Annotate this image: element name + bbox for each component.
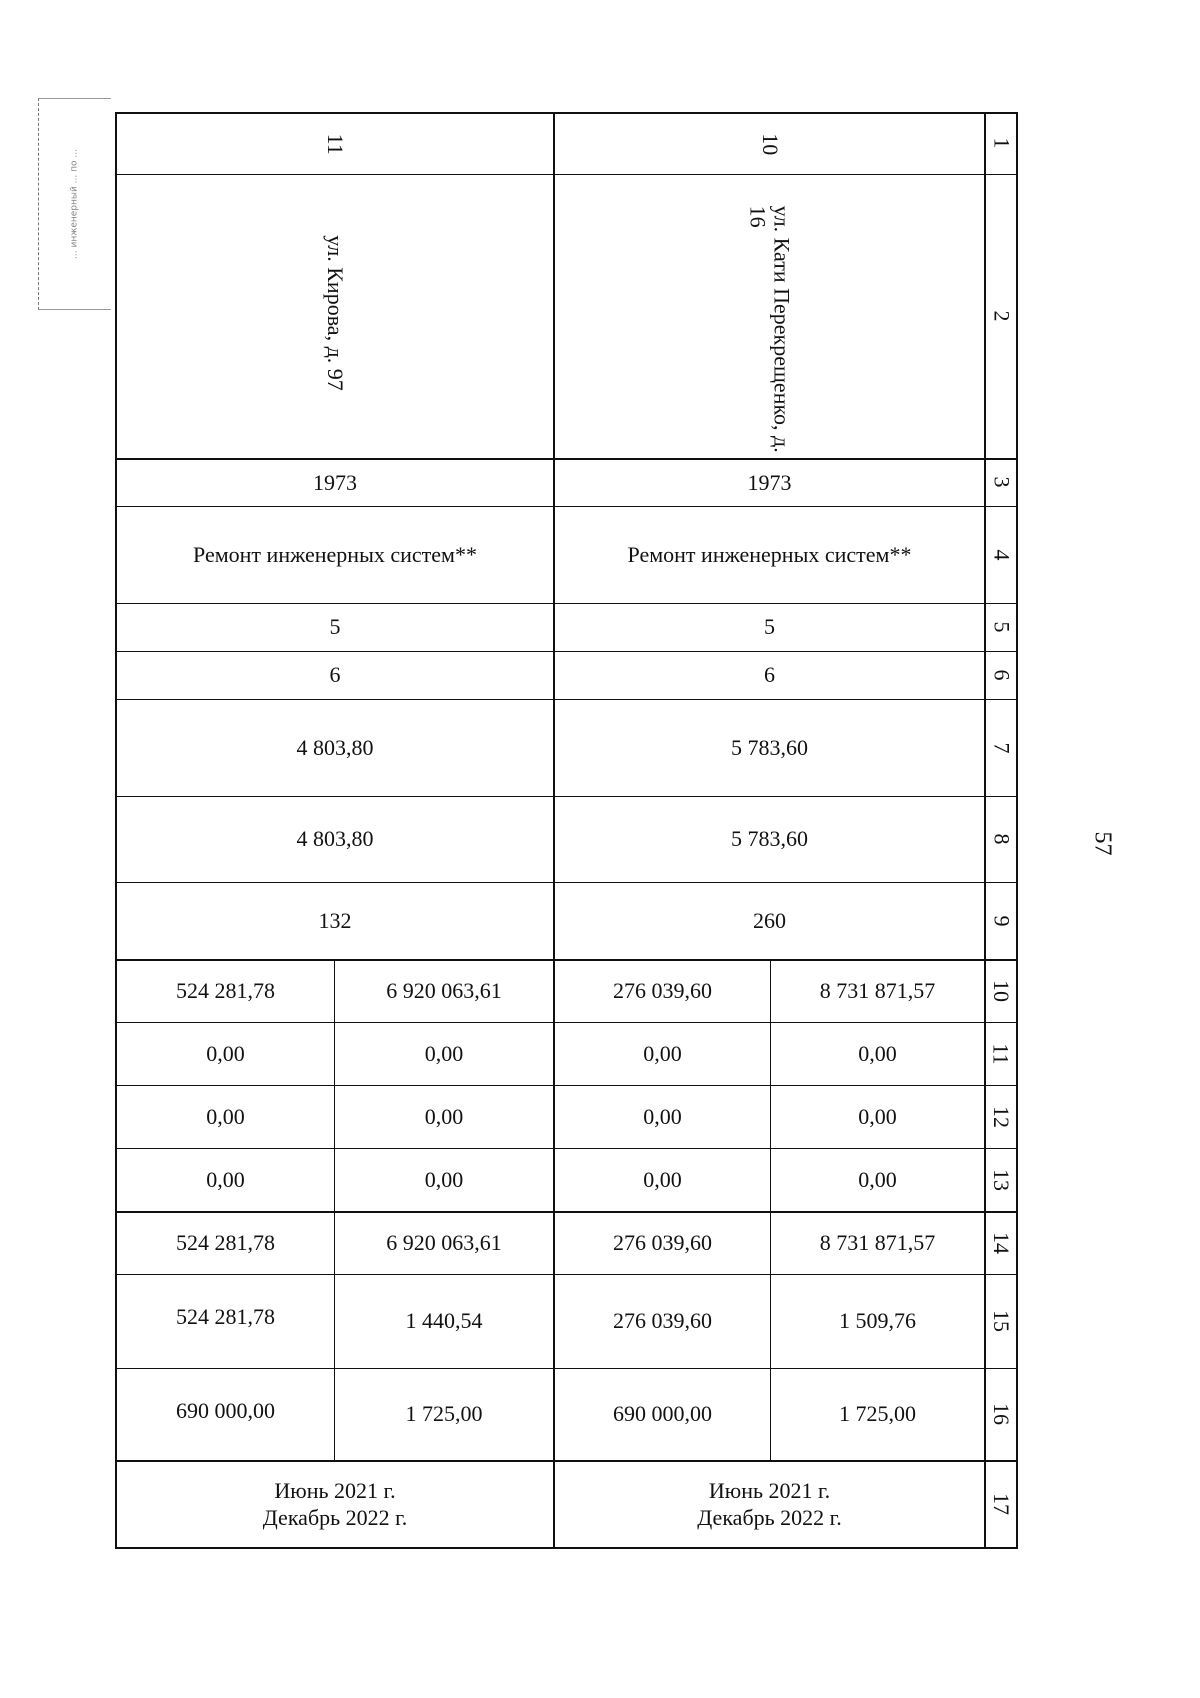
row-number-2: 2 — [989, 310, 1014, 322]
table-cell: 0,00 — [206, 1166, 245, 1192]
address-line-1: ул. Кати Перекрещенко, д. — [770, 205, 796, 453]
period-start: Июнь 2021 г. — [708, 1478, 831, 1504]
row-number-17: 17 — [989, 1492, 1014, 1515]
table-cell: 524 281,78 — [176, 1230, 275, 1256]
row-number-8: 8 — [989, 833, 1014, 845]
entrances-cell: 6 — [329, 662, 341, 688]
table-cell: 0,00 — [424, 1166, 464, 1192]
table-cell: 6 920 063,61 — [386, 978, 502, 1004]
table-cell: 0,00 — [858, 1103, 897, 1129]
address-line-2: 16 — [746, 205, 771, 228]
area-residential-cell: 5 783,60 — [731, 826, 808, 852]
work-type-cell: Ремонт инженерных систем** — [193, 541, 477, 567]
row-number-3: 3 — [989, 476, 1014, 488]
stamp-text: ... инженерный ... по ... — [69, 149, 80, 259]
table-cell: 0,00 — [643, 1166, 682, 1192]
table-cell: 690 000,00 — [613, 1401, 712, 1427]
row-number-14: 14 — [989, 1231, 1014, 1254]
row-1-cell: 11 — [323, 133, 349, 155]
row-number-11: 11 — [989, 1042, 1014, 1065]
table-cell: 0,00 — [424, 1040, 464, 1066]
row-number-16: 16 — [989, 1403, 1014, 1425]
row-number-6: 6 — [989, 669, 1014, 681]
table-cell: 0,00 — [858, 1166, 897, 1192]
table-cell: 0,00 — [643, 1040, 682, 1066]
table-cell: 1 725,00 — [839, 1401, 916, 1427]
row-number-15: 15 — [989, 1310, 1014, 1332]
table-cell: 1 725,00 — [405, 1401, 483, 1427]
table-cell: 0,00 — [206, 1103, 245, 1129]
area-total-cell: 5 783,60 — [731, 734, 808, 760]
floors-cell: 5 — [329, 614, 341, 640]
table-cell: 276 039,60 — [613, 978, 712, 1004]
row-number-9: 9 — [989, 915, 1014, 926]
table-cell: 690 000,00 — [176, 1398, 275, 1424]
page-number: 57 — [1089, 831, 1116, 856]
period-cell — [555, 1462, 984, 1547]
table-cell: 0,00 — [643, 1103, 682, 1129]
work-type-cell: Ремонт инженерных систем** — [627, 541, 912, 567]
table-cell: 6 920 063,61 — [386, 1230, 502, 1256]
address-cell — [620, 205, 920, 453]
row-1-cell: 10 — [757, 132, 783, 155]
entrances-cell: 6 — [764, 662, 775, 688]
period-end: Декабрь 2022 г. — [697, 1504, 842, 1530]
table-cell: 8 731 871,57 — [819, 1230, 936, 1256]
table-cell: 276 039,60 — [613, 1230, 712, 1256]
area-residential-cell: 4 803,80 — [296, 826, 374, 852]
year-cell: 1973 — [747, 469, 792, 495]
table-cell: 1 440,54 — [405, 1308, 483, 1334]
table-cell: 276 039,60 — [613, 1308, 712, 1334]
period-cell — [117, 1462, 553, 1547]
document-stamp — [38, 98, 111, 310]
area-total-cell: 4 803,80 — [296, 734, 374, 760]
table-cell: 0,00 — [206, 1040, 245, 1066]
row-number-13: 13 — [989, 1168, 1014, 1191]
row-number-10: 10 — [989, 979, 1014, 1002]
table-cell: 524 281,78 — [176, 978, 275, 1004]
row-number-1: 1 — [989, 137, 1014, 149]
floors-cell: 5 — [764, 614, 775, 640]
year-cell: 1973 — [313, 469, 357, 495]
row-number-4: 4 — [989, 549, 1014, 560]
row-number-12: 12 — [989, 1105, 1014, 1128]
period-start: Июнь 2021 г. — [274, 1478, 396, 1504]
table-cell: 524 281,78 — [176, 1303, 275, 1329]
table-cell: 0,00 — [424, 1103, 464, 1129]
row-number-5: 5 — [989, 621, 1014, 633]
period-end: Декабрь 2022 г. — [262, 1504, 408, 1530]
table-cell: 1 509,76 — [839, 1308, 916, 1334]
address-cell: ул. Кирова, д. 97 — [322, 235, 348, 391]
residents-cell: 260 — [753, 907, 786, 933]
residents-cell: 132 — [318, 907, 352, 933]
table-cell: 8 731 871,57 — [819, 978, 936, 1004]
row-number-7: 7 — [989, 742, 1014, 753]
table-cell: 0,00 — [858, 1040, 897, 1066]
